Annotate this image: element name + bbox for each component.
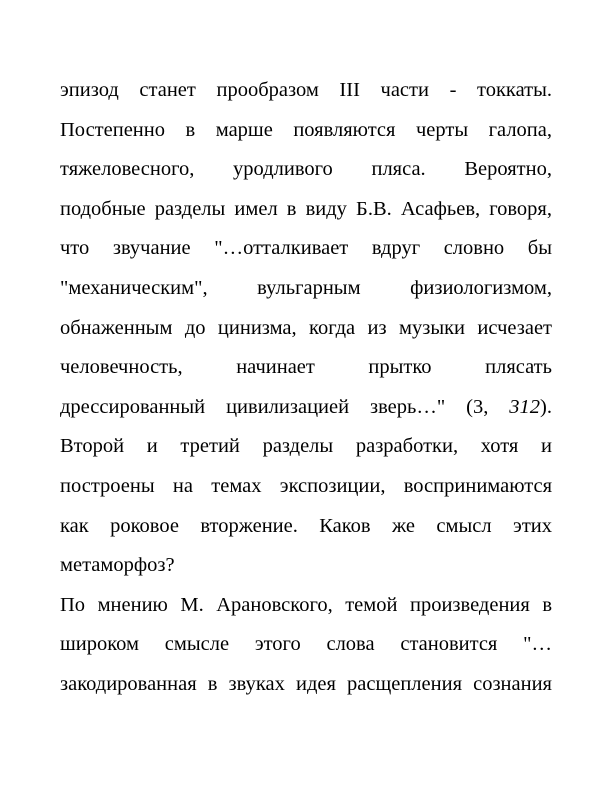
- text-line: подобные разделы имел в виду Б.В. Асафьев, говоря,: [60, 197, 552, 220]
- body-text: [60, 71, 552, 705]
- text-line: закодированная в звуках идея расщепления сознания: [60, 672, 552, 695]
- text-line: Второй и третий разделы разработки, хотя и: [60, 435, 552, 458]
- text-line: эпизод станет прообразом III части - токкаты.: [60, 79, 552, 101]
- citation-close: ).: [540, 395, 552, 418]
- text-line: построены на темах экспозиции, воспринимаются: [60, 474, 552, 497]
- text-line-citation: [60, 388, 552, 428]
- text-line: тяжеловесного, уродливого пляса. Вероятно,: [60, 158, 552, 181]
- text-line: человечность, начинает прытко плясать: [60, 356, 552, 379]
- text-line: обнаженным до цинизма, когда из музыки исчезает: [60, 316, 552, 339]
- text-line: что звучание "…отталкивает вдруг словно бы: [60, 237, 552, 260]
- citation-text: дрессированный цивилизацией зверь…" (3,: [60, 395, 510, 418]
- text-line: По мнению М. Арановского, темой произведения в: [60, 593, 552, 616]
- text-line: как роковое вторжение. Каков же смысл этих: [60, 514, 552, 537]
- text-line: "механическим", вульгарным физиологизмом,: [60, 276, 552, 299]
- text-line: широком смысле этого слова становится "…: [60, 633, 552, 656]
- paragraph-end-line: метаморфоз?: [60, 554, 175, 577]
- text-line: Постепенно в марше появляются черты галопа,: [60, 118, 552, 141]
- citation-page-number: 312: [509, 395, 541, 418]
